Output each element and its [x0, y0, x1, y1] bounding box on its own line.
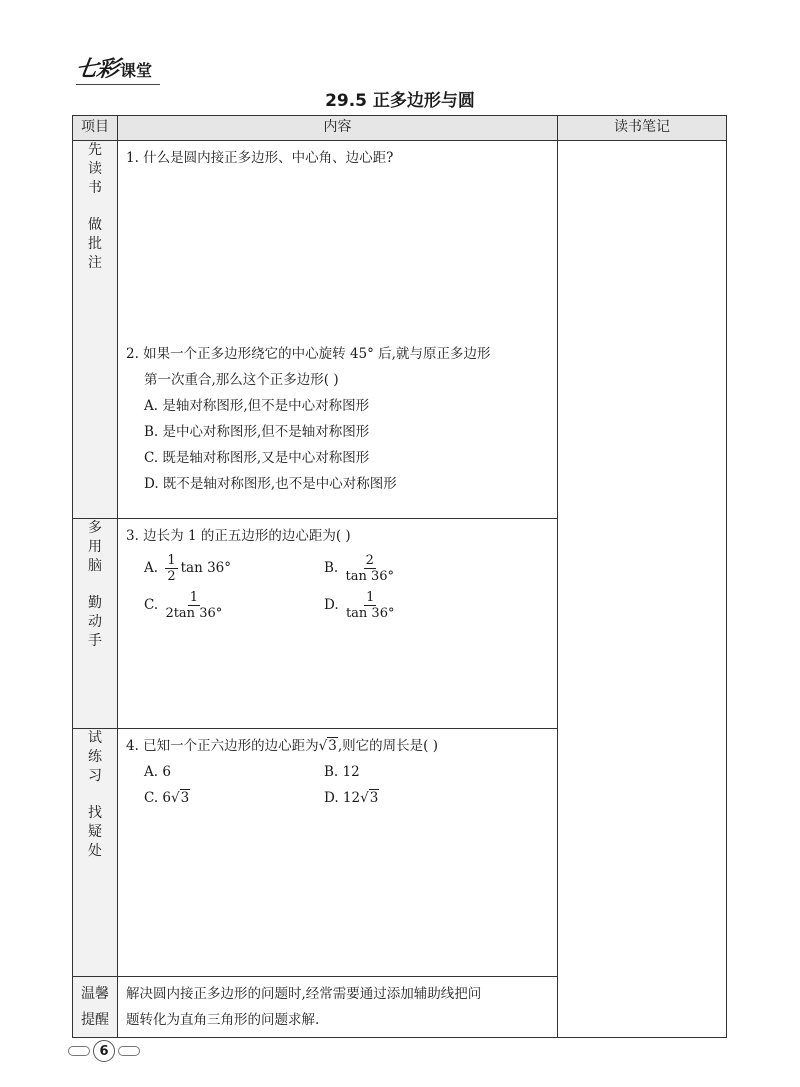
label-char: 手	[88, 633, 102, 649]
label-char: 用	[88, 539, 102, 555]
label-char: 处	[88, 843, 102, 859]
section-read-label	[73, 141, 118, 519]
q3-option-b	[324, 553, 504, 584]
fraction	[165, 553, 177, 584]
page-number-badge	[68, 1040, 140, 1062]
q3-option-d	[324, 590, 504, 621]
section-practice-label	[73, 729, 118, 977]
label-char: 做	[88, 217, 102, 233]
radicand: 3	[369, 790, 379, 806]
table-header-row	[73, 116, 727, 141]
reading-notes-area[interactable]	[558, 141, 727, 1038]
label-char: 书	[88, 180, 102, 196]
section-practice-content	[118, 729, 558, 977]
option-label: B.	[324, 560, 339, 576]
numerator: 1	[167, 553, 176, 568]
denominator: 2tan 36°	[165, 606, 223, 621]
brand-sub: 课堂	[120, 61, 153, 80]
header-content: 内容	[118, 116, 558, 141]
label-char: 找	[88, 805, 102, 821]
numerator: 1	[366, 590, 375, 605]
section-think-content	[118, 519, 558, 729]
option-label: C.	[144, 597, 159, 613]
header-item: 项目	[73, 116, 118, 141]
q2-option-d: D. 既不是轴对称图形,也不是中心对称图形	[144, 476, 397, 492]
section-tip-label	[73, 977, 118, 1038]
fraction	[165, 590, 222, 621]
option-label: D.	[324, 597, 339, 613]
option-label: A.	[144, 560, 159, 576]
denominator: 2	[167, 569, 176, 584]
radicand: 3	[328, 738, 337, 754]
q2-option-b: B. 是中心对称图形,但不是轴对称图形	[144, 424, 370, 440]
radicand: 3	[180, 790, 190, 806]
question-2-line2: 第一次重合,那么这个正多边形( )	[144, 372, 339, 388]
logo-underline	[76, 84, 160, 85]
section-read-content	[118, 141, 558, 519]
option-label: D. 12	[324, 790, 361, 806]
sqrt: √3	[318, 738, 337, 754]
label-char: 读	[88, 161, 102, 177]
dots-left	[68, 1046, 90, 1056]
tip-line-2: 题转化为直角三角形的问题求解.	[126, 1012, 320, 1028]
question-3: 3. 边长为 1 的正五边形的边心距为( )	[126, 528, 351, 544]
q3-option-a	[126, 553, 324, 584]
tip-line-1: 解决圆内接正多边形的问题时,经常需要通过添加辅助线把问	[126, 986, 482, 1002]
question-2-line1: 2. 如果一个正多边形绕它的中心旋转 45° 后,就与原正多边形	[126, 346, 491, 362]
page-number: 6	[93, 1040, 115, 1062]
q2-option-a: A. 是轴对称图形,但不是中心对称图形	[144, 398, 370, 414]
label-char: 批	[88, 236, 102, 252]
fraction	[346, 590, 395, 621]
option-rest: tan 36°	[180, 560, 232, 576]
denominator: tan 36°	[345, 569, 395, 584]
brand-name: 七彩	[73, 56, 120, 82]
fraction	[346, 553, 395, 584]
denominator: tan 36°	[345, 606, 395, 621]
q4-text-after: ,则它的周长是( )	[337, 738, 438, 754]
label-char: 勤	[88, 595, 102, 611]
q4-option-b: B. 12	[324, 764, 360, 780]
sqrt: √3	[171, 790, 190, 806]
label-char: 试	[88, 730, 102, 746]
label-char: 练	[88, 749, 102, 765]
header-notes: 读书笔记	[558, 116, 727, 141]
q3-option-c	[126, 590, 324, 621]
brand-logo	[73, 55, 153, 83]
section-think-label	[73, 519, 118, 729]
sqrt: √3	[360, 790, 379, 806]
q4-option-d	[324, 785, 504, 811]
question-4	[126, 733, 549, 759]
option-label: C. 6	[144, 790, 172, 806]
label-char: 先	[88, 142, 102, 158]
question-1: 1. 什么是圆内接正多边形、中心角、边心距?	[126, 150, 394, 166]
dots-right	[118, 1046, 140, 1056]
q4-text-before: 4. 已知一个正六边形的边心距为	[126, 738, 319, 754]
numerator: 1	[189, 590, 198, 605]
label-char: 动	[88, 614, 102, 630]
label-char: 脑	[88, 558, 102, 574]
page-title: 29.5 正多边形与圆	[325, 91, 475, 111]
q4-option-a: A. 6	[144, 764, 171, 780]
tip-label-bottom: 提醒	[81, 1012, 109, 1028]
section-tip-content	[118, 977, 558, 1038]
label-char: 多	[88, 520, 102, 536]
label-char: 注	[88, 255, 102, 271]
numerator: 2	[365, 553, 374, 568]
q4-option-c	[126, 785, 324, 811]
label-char: 疑	[88, 824, 102, 840]
label-char: 习	[88, 768, 102, 784]
section-read-row	[73, 141, 727, 519]
tip-label-top: 温馨	[81, 986, 109, 1002]
q2-option-c: C. 既是轴对称图形,又是中心对称图形	[144, 450, 370, 466]
study-table	[72, 115, 727, 1038]
